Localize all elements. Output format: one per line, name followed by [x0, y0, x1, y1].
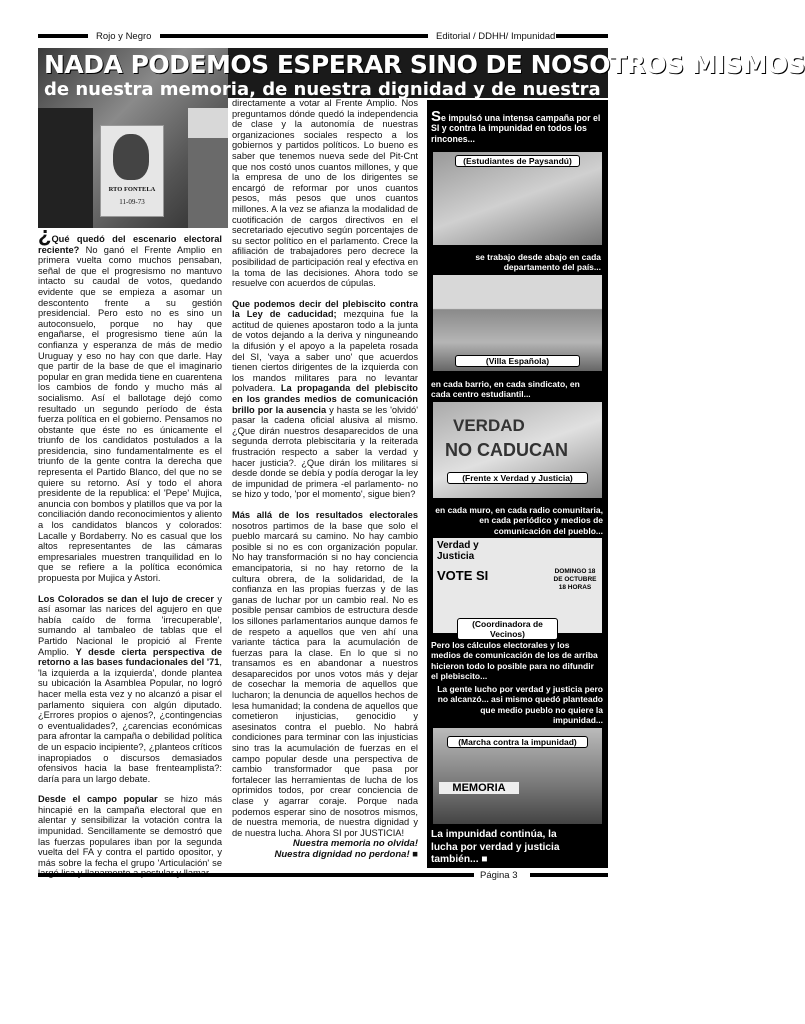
column-1	[38, 222, 222, 889]
drop-question-mark: ¿	[38, 222, 52, 247]
column-2	[232, 98, 418, 848]
sidebar-text-3: en cada barrio, en cada sindicato, en cada centro estudiantil...	[431, 379, 580, 400]
col1-p2-text2: , 'la izquierda a la izquierda', donde plantea su ubicación la Asamblea Popular, no logró hacer mella esta vez y no alcanzó a pisar el parlamento siquiera con algún diputado. ¿Errores propios o ajenos?, ¿contingencias o eventualidades?, ¿carencias económicas para afrontar la campaña o debilidad política de un espacio incipiente?, ¿planteos críticos inapropiados o discursos demasiados ofensivos hacia la base frenteamplista?: daría para un largo debate.	[38, 657, 222, 784]
page-subtitle: de nuestra memoria, de nuestra dignidad y de nuestra lucha	[44, 79, 662, 100]
photo4-headline: Verdad y Justicia	[437, 540, 479, 562]
portrait-poster	[100, 125, 164, 217]
photo3-caption: (Frente x Verdad y Justicia)	[447, 472, 588, 484]
col2-paragraph-1	[232, 98, 418, 289]
header-section: Editorial / DDHH/ Impunidad	[436, 31, 556, 42]
poster-name: RTO FONTELA	[108, 186, 156, 193]
sidebar-closing: La impunidad continúa, la lucha por verdad y justicia también... ■	[431, 829, 560, 865]
photo1-caption: (Estudiantes de Paysandú)	[455, 155, 580, 167]
col1-paragraph-2	[38, 594, 222, 785]
photo5-banner: MEMORIA	[439, 782, 519, 794]
col1-p3-text: se hizo más hincapié en la campaña electoral que en alentar y sensibilizar la votación contra la impunidad. Sencillamente se demostró que las fuerzas populares iban por la segunda vuelta del FA y contra el partido opositor, y más sobre la fecha el grupo 'Articulación' se	[38, 794, 222, 868]
photo3-sign-2: NO CADUCAN	[445, 440, 568, 460]
sidebar-intro-text: e impulsó una intensa campaña por el SI y contra la impunidad en todos los rincones...	[431, 113, 601, 144]
footer-rule-left	[38, 873, 474, 877]
photo-marcha-impunidad	[433, 728, 602, 824]
col1-p2-lead2: Y desde cierta perspectiva de retorno a las bases fundacionales del '71	[38, 646, 222, 668]
header-rule-middle	[160, 34, 428, 38]
photo-coordinadora-vecinos	[433, 538, 602, 639]
col2-p2-lead2: La propaganda del plebiscito en los grandes medios de comunicación brillo por la ausencia	[232, 383, 418, 415]
col2-p3-text: nosotros partimos de la base que solo el pueblo marcará su camino. No hay cambio posible si no es con organización popular. No hay transformación si no hay conciencia emancipatoria, si no hay retorno de la cultura obrera, de la solidaridad, de la confianza en las propias fuerzas y de las ganas de luchar por un cambio real. No es posible pensar cambios de estructura desde los sillones parlamentarios aunque damos fe de respeto a aquellos que ven ahí una variante táctica para la acumulación de fuerzas para la clase. En lo que si no transamos es en abandonar a nuestros desaparecidos por unos votos más y dejar de cosechar la memoria de aquellos que lucharon; la denuncia de aquellos hechos de lesa humanidad; la condena de aquellos que cometieron injusticias, genocidio y asesinatos contra el pueblo. No habrá condiciones para terminar con las injusticias sino tras la acumulación de fuerzas en el campo popular desde una perspectiva de cambio transformador que pasa por fortalecer las herramientas de lucha de los oprimidos todos, por crear conciencia de clase y agarrar coraje. Porque nada podemos esperar sino de nosotros mismos, de nuestra memoria, de nuestra dignidad y de nuestra lucha. Ahora SI por JUSTICIA!	[232, 520, 418, 838]
header-publication: Rojo y Negro	[96, 31, 152, 42]
col2-p1-text: directamente a votar al Frente Amplio. Nos preguntamos dónde quedó la independencia de clase y la autonomía de nuestras organizaciones sociales respecto a los gobiernos y partidos políticos. Lo bueno es saber que tenemos nueva sede del Pit-Cnt que nos costó unos cuantos millones, y que la empresa de uno de los dirigentes se encargó de reformar por unos cuantos pesos, más pesos que unos cuantos millones. A la vez se afianza la modalidad de cuotificación de cargos directivos en el secretariado ejecutivo según porcentajes de su sector político en el parlamento. Crece la afiliación de trabajadores pero decrece la posibilidad de participación real y efectiva en la toma de las decisiones. Ahora todo se resuelve con acuerdos de cúpulas.	[232, 98, 418, 289]
photo-villa-espanola	[433, 275, 602, 371]
col1-p2-lead: Los Colorados se dan el lujo de crecer	[38, 593, 214, 604]
header-rule-left	[38, 34, 88, 38]
col2-p2-lead: Que podemos decir del plebiscito contra la Ley de caducidad;	[232, 298, 418, 320]
sidebar-intro-initial: S	[431, 108, 442, 125]
photo2-caption: (Villa Española)	[455, 355, 580, 367]
col2-p2-text2: y hasta se les 'olvidó' pasar la cadena oficial alusiva al mismo. ¿Que dirán nuestros desaparecidos de una segunda derrota plebiscitaria y la reiterada frustración respecto a saber la verdad y hacer justicia?. ¿Que dirán los militares si desde donde se debía y podía derogar la ley de impunidad de primera -el parlamento- no se hizo y todo, 'por el momento', sigue bien?	[232, 404, 419, 500]
col1-paragraph-1	[38, 222, 222, 584]
col1-p2-text: y así asomar las narices del agujero en que había caído de forma 'irrecuperable', sumando al tambaleo de tablas que el Partido Nacional le propició al Frente Amplio.	[38, 593, 222, 657]
page-number: Página 3	[480, 870, 518, 881]
sidebar-text-6: La gente lucho por verdad y justicia pero no alcanzó... asi mismo quedó planteado que medio pueblo no quiere la impunidad...	[437, 684, 603, 726]
sidebar-intro	[431, 108, 603, 144]
col2-p2-text: mezquina fue la actitud de quienes apostaron todo a la junta de votos dejando a la deriva y ninguneando la difusión y el apoyo a la papeleta rosada del SI, 'vaya a saber uno' que acuerdos tienen ciertos dirigentes de la izquierda con los mandos militares para no levantar polvadera.	[232, 309, 418, 394]
photo-frente-verdad-justicia	[433, 402, 602, 498]
photo4-vote: VOTE SI	[437, 568, 489, 583]
col2-paragraph-3	[232, 510, 418, 838]
quote-line-1: Nuestra memoria no olvida!	[292, 838, 418, 849]
photo5-caption: (Marcha contra la impunidad)	[447, 736, 588, 748]
col1-p3-lead: Desde el campo popular	[38, 794, 158, 805]
page-title: NADA PODEMOS ESPERAR SINO DE NOSOTROS MISMOS	[44, 50, 805, 79]
header-rule-right	[556, 34, 608, 38]
col1-paragraph-3	[38, 794, 222, 879]
sidebar-text-5: Pero los cálculos electorales y los medios de comunicación de los de arriba hicieron todo lo posible para no difundir el plebiscito...	[431, 640, 598, 682]
photo-estudiantes-paysandu	[433, 152, 602, 245]
col1-p1-text: No ganó el Frente Amplio en primera vuelta como muchos pensaban, señal de que el progresismo no mantuvo intacto su caudal de votos, quedando evidente que se empieza a asomar un descontento frente a su gestión presidencial. Pero esto no es sino un autoconsuelo, porque no hay que engañarse, el progresismo tiene aún la confianza y esperanza de más de medio Uruguay y eso no hay con que darle. Hay que partir de la base de que el imaginario popular en gran medida tiene en cuarentena los cambios de fondo y mucho más al socialismo. Así el ballotage dejó como resultado un segundo período de ésta fuerza política en el gobierno. Pensamos no obstante que éste no es únicamente el triunfo de los candidatos postulados a la presidencia, sino fundamentalmente es el triunfo de la gente contra la derecha que representa el Partido Blanco, del que no se quiere su retorno. Así y todo el ahora presidente de la republica: el 'Pepe' Mujica, anuncia con bombos y platillos que va por la conciliación dando reconocimientos y aliento a los candidatos blancos y colorados: Lacalle y Bordaberry. No es casual que los altos representantes de las cámaras empresariales muestren tranquilidad en lo que se refiere a la política económica propuesta por Mujica y Astori.	[38, 244, 222, 583]
col1-p1-lead: Qué quedó del escenario electoral reciente?	[38, 234, 222, 255]
col2-p3-lead: Más allá de los resultados electorales	[232, 509, 418, 520]
col2-paragraph-2	[232, 299, 418, 500]
photo4-date: DOMINGO 18 DE OCTUBRE 18 HORAS	[553, 568, 597, 591]
photo3-sign-1: VERDAD	[453, 416, 525, 435]
photo-sidebar	[427, 100, 608, 868]
photo4-caption: (Coordinadora de Vecinos)	[457, 618, 558, 640]
sidebar-text-4: en cada muro, en cada radio comunitaria, en cada periódico y medios de comunicación del pueblo...	[435, 505, 603, 536]
sidebar-text-2: se trabajo desde abajo en cada departamento del país...	[475, 252, 601, 273]
portrait-face	[113, 134, 149, 180]
closing-quote	[232, 838, 418, 860]
quote-line-2: Nuestra dignidad no perdona! ■	[274, 849, 418, 860]
poster-date: 11-09-73	[119, 198, 145, 206]
footer-rule-right	[530, 873, 608, 877]
